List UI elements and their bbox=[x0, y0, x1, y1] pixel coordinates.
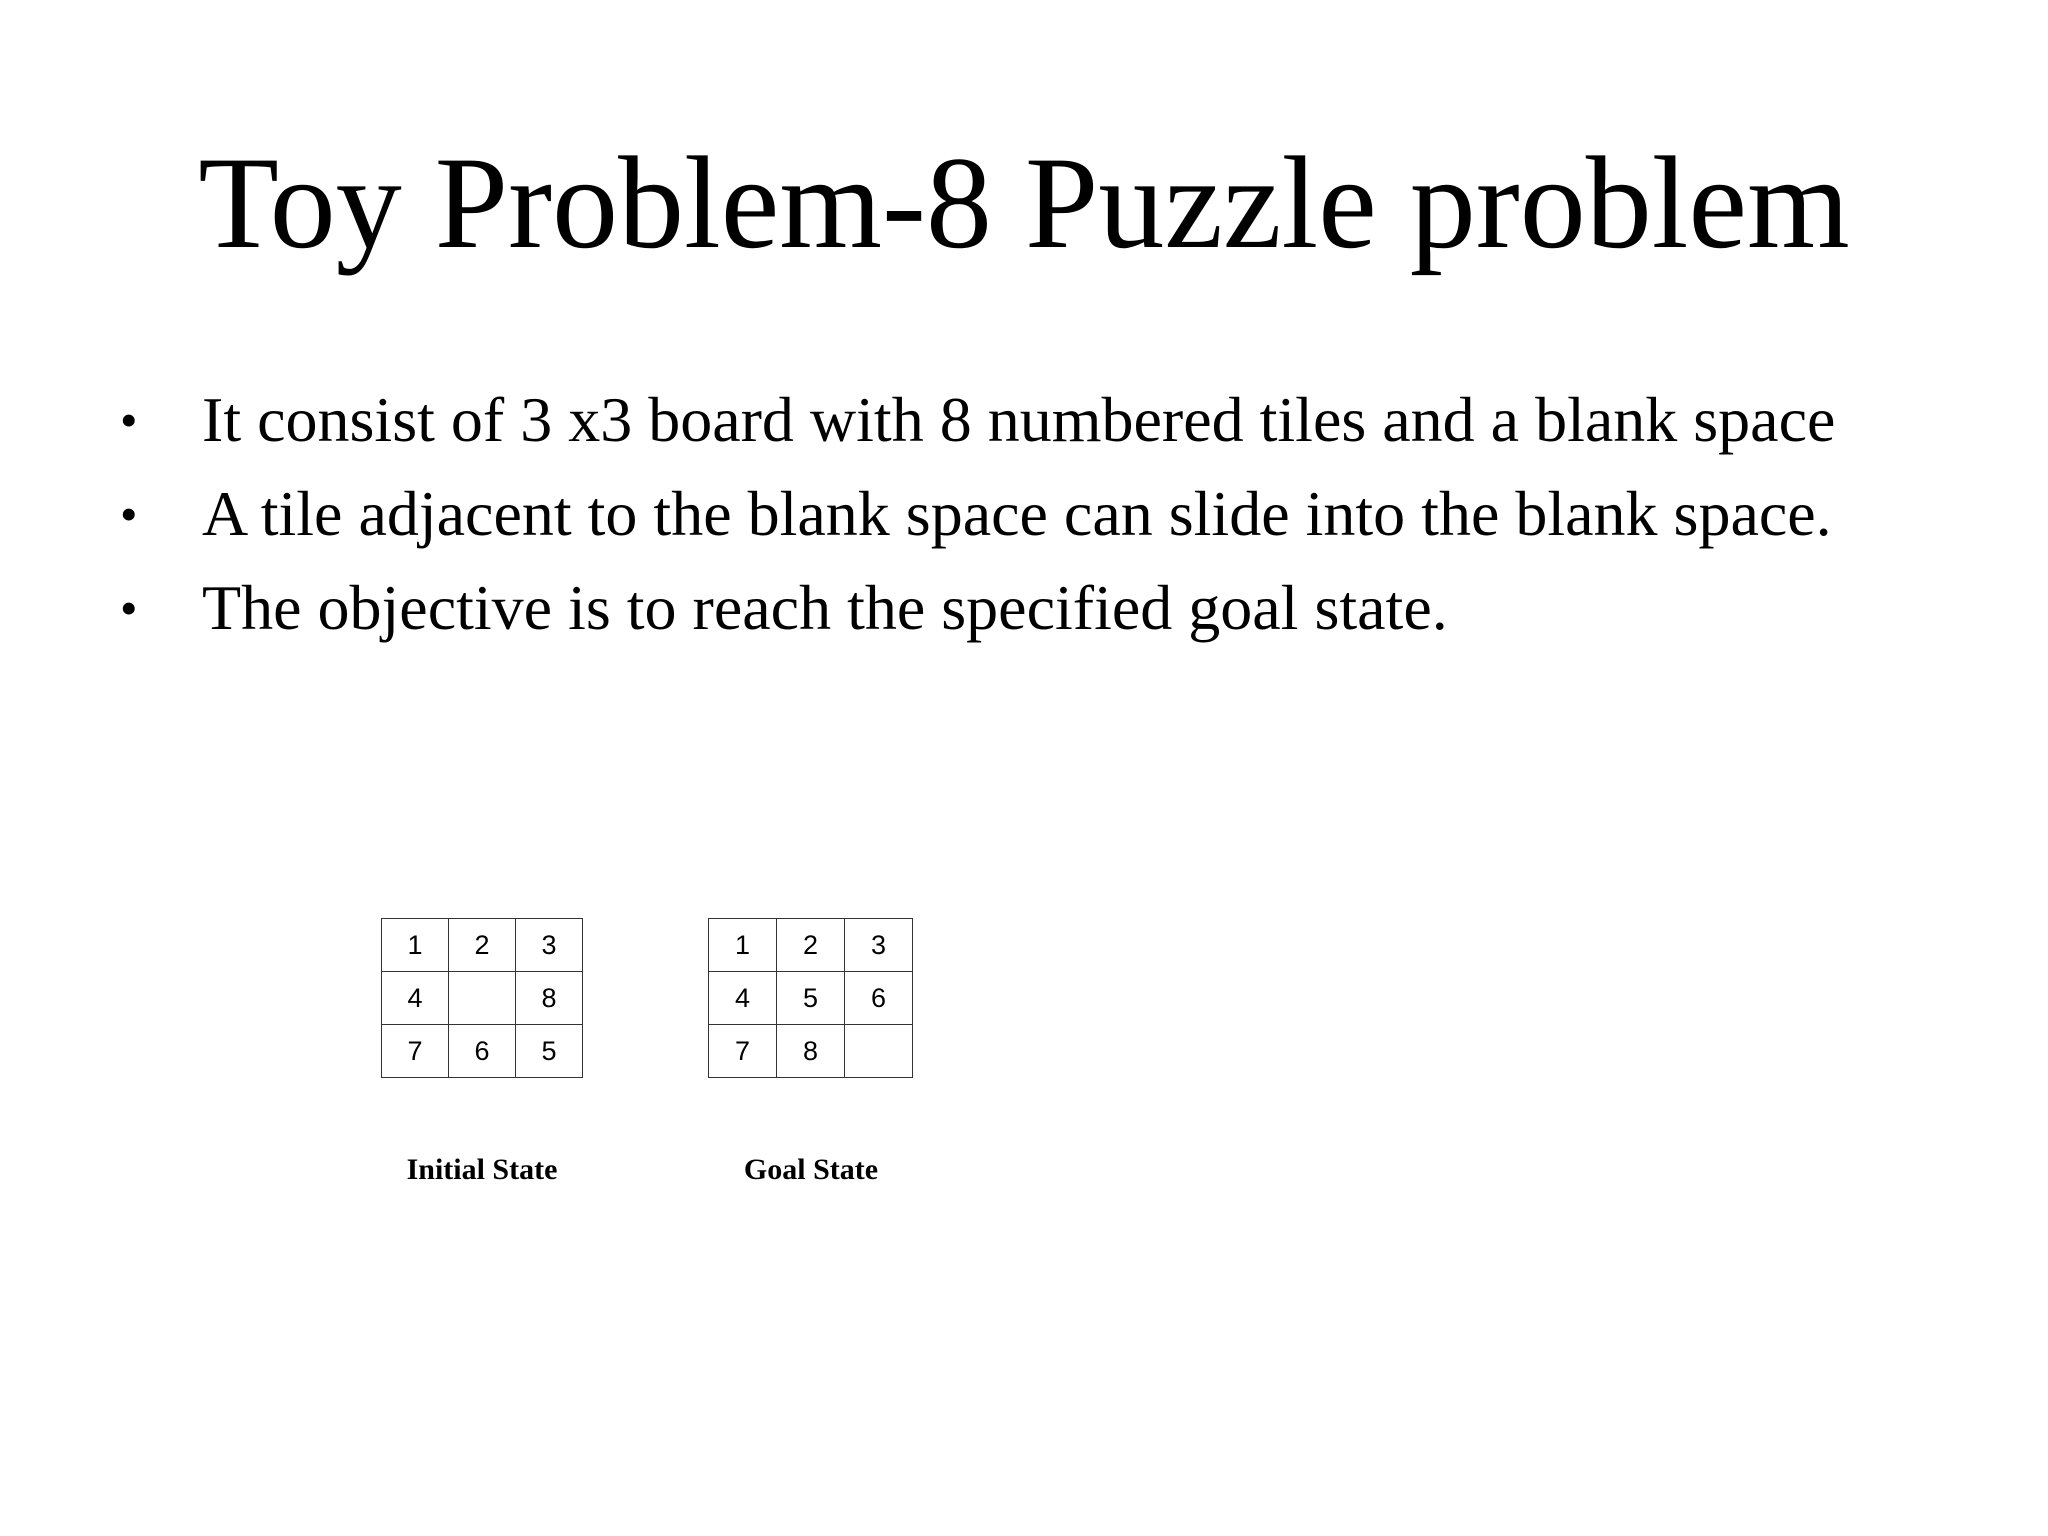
bullet-text: A tile adjacent to the blank space can slide into the blank space. bbox=[202, 478, 1832, 549]
grid-cell: 1 bbox=[382, 919, 449, 972]
grid-cell: 6 bbox=[449, 1025, 516, 1078]
goal-state-grid bbox=[708, 918, 913, 1078]
grid-row bbox=[382, 972, 583, 1025]
bullet-text: The objective is to reach the specified goal state. bbox=[202, 572, 1448, 643]
grid-row bbox=[382, 1025, 583, 1078]
grid-row bbox=[709, 972, 913, 1025]
grid-cell: 2 bbox=[777, 919, 845, 972]
bullet-item bbox=[120, 378, 1940, 462]
grid-cell: 1 bbox=[709, 919, 777, 972]
grid-row bbox=[709, 919, 913, 972]
grid-cell-blank bbox=[845, 1025, 913, 1078]
grid-cell: 7 bbox=[709, 1025, 777, 1078]
grid-cell: 5 bbox=[516, 1025, 583, 1078]
grid-row bbox=[709, 1025, 913, 1078]
grid-cell: 6 bbox=[845, 972, 913, 1025]
grid-cell: 5 bbox=[777, 972, 845, 1025]
grid-cell: 8 bbox=[516, 972, 583, 1025]
grid-cell: 3 bbox=[845, 919, 913, 972]
grid-cell: 8 bbox=[777, 1025, 845, 1078]
grid-cell: 2 bbox=[449, 919, 516, 972]
grid-cell: 4 bbox=[709, 972, 777, 1025]
bullet-dot-icon: • bbox=[120, 392, 138, 448]
bullet-item bbox=[120, 566, 1940, 650]
grid-row bbox=[382, 919, 583, 972]
bullet-dot-icon: • bbox=[120, 486, 138, 542]
grid-cell: 4 bbox=[382, 972, 449, 1025]
bullet-text: It consist of 3 x3 board with 8 numbered tiles and a blank space bbox=[202, 384, 1836, 455]
bullet-item bbox=[120, 472, 1940, 556]
goal-state-caption: Goal State bbox=[743, 1153, 879, 1186]
slide-title: Toy Problem-8 Puzzle problem bbox=[198, 129, 1850, 276]
grid-cell: 3 bbox=[516, 919, 583, 972]
grid-cell-blank bbox=[449, 972, 516, 1025]
bullet-list bbox=[120, 378, 1940, 660]
bullet-dot-icon: • bbox=[120, 580, 138, 636]
initial-state-grid bbox=[381, 918, 583, 1078]
grid-cell: 7 bbox=[382, 1025, 449, 1078]
initial-state-caption: Initial State bbox=[406, 1153, 558, 1186]
